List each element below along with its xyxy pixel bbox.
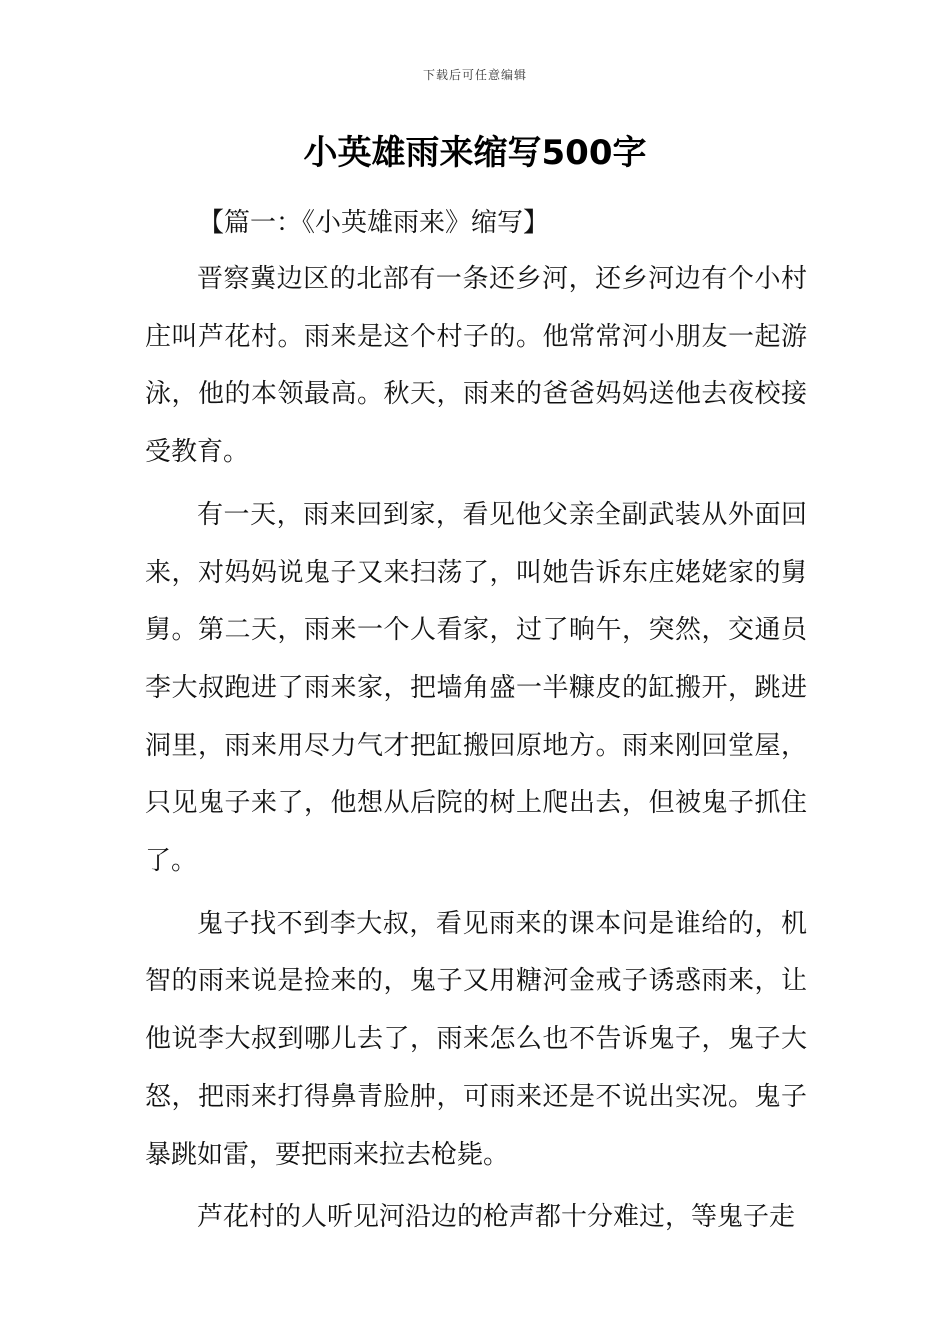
document-title: 小英雄雨来缩写500字 xyxy=(303,133,647,173)
paragraph-1: 晋察冀边区的北部有一条还乡河，还乡河边有个小村庄叫芦花村。雨来是这个村子的。他常常河小朋友一起游泳，他的本领最高。秋天，雨来的爸爸妈妈送他去夜校接受教育。 xyxy=(145,264,807,468)
body-text xyxy=(145,251,807,1252)
paragraph-4: 芦花村的人听见河沿边的枪声都十分难过，等鬼子走 xyxy=(197,1202,796,1233)
section-heading: 【篇一：《小英雄雨来》缩写】 xyxy=(198,208,550,238)
paragraph-3: 鬼子找不到李大叔，看见雨来的课本问是谁给的，机智的雨来说是捡来的，鬼子又用糖河金戒子诱惑雨来，让他说李大叔到哪儿去了，雨来怎么也不告诉鬼子，鬼子大怒，把雨来打得鼻青脸肿，可雨来还是不说出实况。鬼子暴跳如雷，要把雨来拉去枪毙。 xyxy=(145,908,807,1170)
header-note: 下载后可任意编辑 xyxy=(422,68,527,82)
paragraph-2: 有一天，雨来回到家，看见他父亲全副武装从外面回来，对妈妈说鬼子又来扫荡了，叫她告诉东庄姥姥家的舅舅。第二天，雨来一个人看家，过了晌午，突然，交通员李大叔跑进了雨来家，把墙角盛一半糠皮的缸搬开，跳进洞里，雨来用尽力气才把缸搬回原地方。雨来刚回堂屋，只见鬼子来了，他想从后院的树上爬出去，但被鬼子抓住了。 xyxy=(145,499,807,877)
